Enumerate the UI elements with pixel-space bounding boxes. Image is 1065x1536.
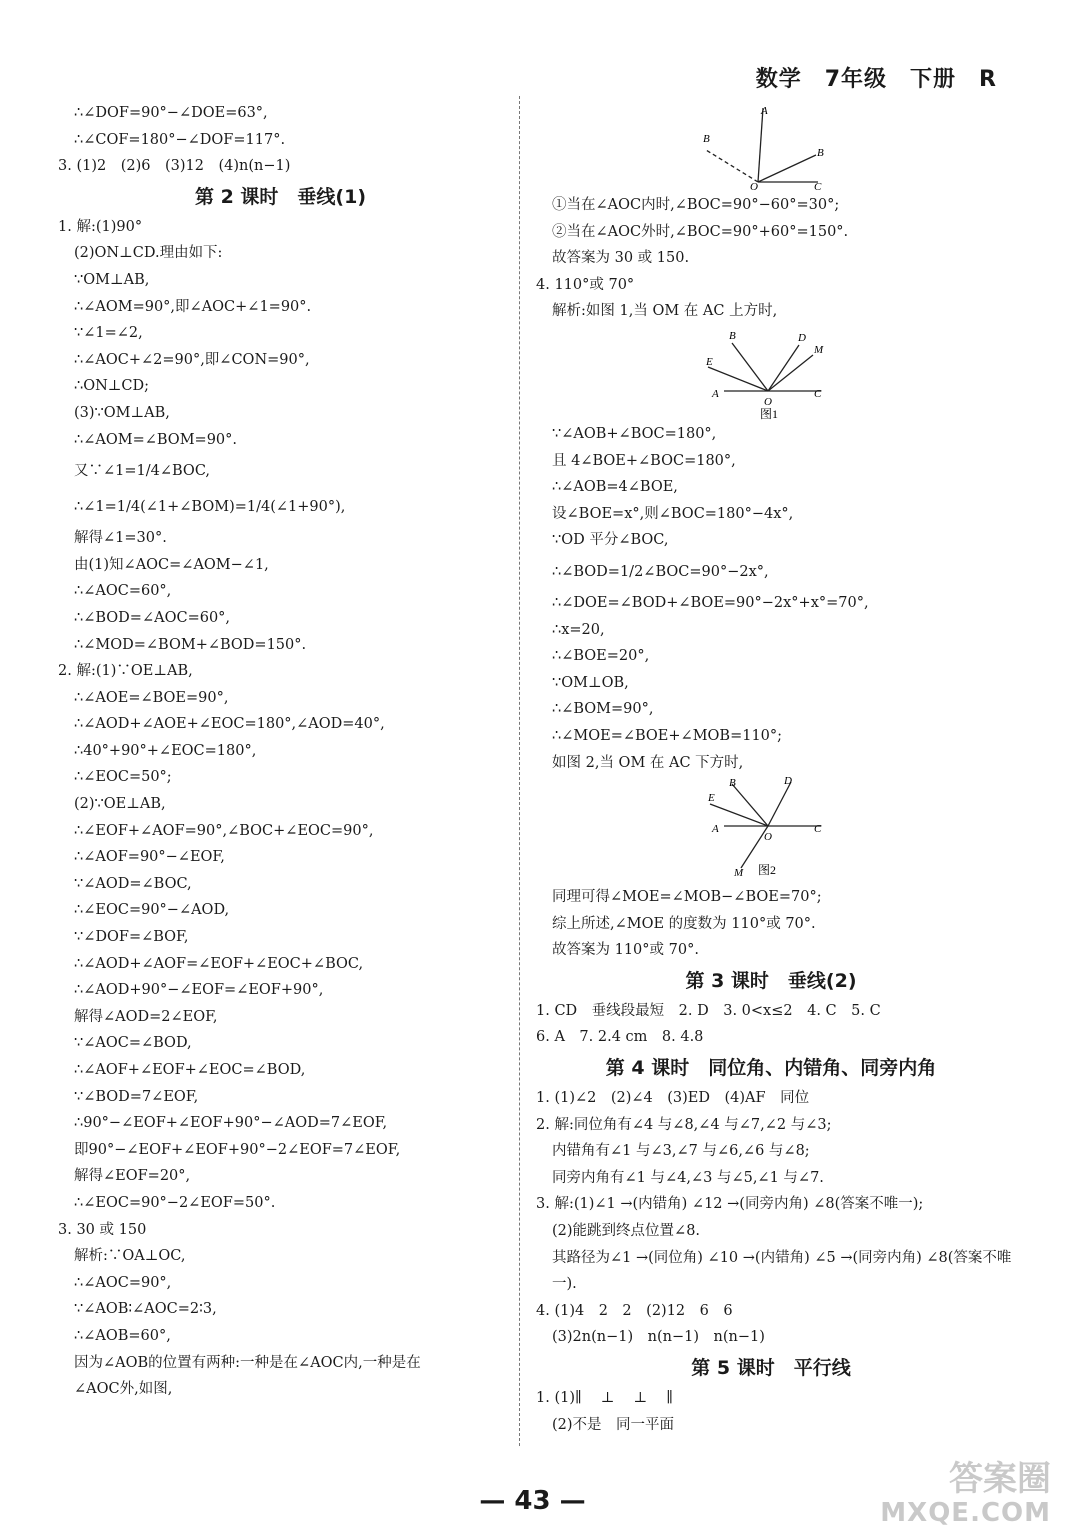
text-line: (3)∵OM⊥AB, (74, 404, 170, 421)
section-title: 第 5 课时 平行线 (691, 1357, 851, 1379)
figure-2 (536, 776, 1006, 884)
text-line: 因为∠AOB的位置有两种:一种是在∠AOC内,一种是在 (74, 1354, 421, 1371)
text-line: ∴∠BOE=20°, (552, 648, 650, 665)
right-block-c (536, 884, 1012, 1438)
page-header: 数学 7年级 下册 R (755, 67, 997, 92)
point-label: A (712, 387, 719, 400)
text-line: 如图 2,当 OM 在 AC 下方时, (552, 754, 744, 771)
text-line: 2. 解:同位角有∠4 与∠8,∠4 与∠7,∠2 与∠3; (536, 1116, 832, 1133)
text-line: 解得∠EOF=20°, (74, 1168, 191, 1185)
text-line: ∠AOC外,如图, (74, 1381, 173, 1398)
text-line: 解得∠AOD=2∠EOF, (74, 1008, 218, 1025)
section-title: 第 3 课时 垂线(2) (685, 969, 857, 992)
text-line: 4. 110°或 70° (536, 276, 635, 293)
figure-caption: 图1 (760, 406, 779, 421)
text-line: ∵∠1=∠2, (74, 325, 143, 342)
point-label: C (814, 387, 822, 400)
watermark-url: MXQE.COM (880, 1498, 1051, 1528)
section-title: 第 4 课时 同位角、内错角、同旁内角 (605, 1057, 937, 1080)
text-line: ∴∠EOC=90°−∠AOD, (74, 902, 230, 919)
text-line: ∴∠AOF=90°−∠EOF, (74, 849, 225, 866)
text-line: ∴∠AOE=∠BOE=90°, (74, 689, 229, 706)
text-line: 1. (1)∥ ⊥ ⊥ ∥ (536, 1390, 673, 1406)
text-line: ∴x=20, (552, 621, 605, 638)
text-line: ∵∠BOD=7∠EOF, (74, 1088, 199, 1105)
text-line: ∵OD 平分∠BOC, (552, 532, 669, 549)
point-label: O (764, 831, 772, 844)
text-line: (2)∵OE⊥AB, (74, 796, 166, 813)
text-line: ∴∠AOC+∠2=90°,即∠CON=90°, (74, 351, 310, 368)
text-line: 一). (552, 1276, 577, 1293)
text-line: 解析:如图 1,当 OM 在 AC 上方时, (552, 303, 778, 320)
text-line: 解析:∵OA⊥OC, (74, 1248, 186, 1265)
text-line: ∴∠DOE=∠BOD+∠BOE=90°−2x°+x°=70°, (552, 594, 869, 611)
text-line: 1. CD 垂线段最短 2. D 3. 0<x≤2 4. C 5. C (536, 1002, 881, 1019)
text-line: 故答案为 30 或 150. (552, 250, 690, 267)
text-line: ∵∠AOB∶∠AOC=2∶3, (74, 1301, 217, 1318)
figure-2-diagram (536, 776, 1006, 884)
text-line: 内错角有∠1 与∠3,∠7 与∠6,∠6 与∠8; (552, 1143, 810, 1160)
text-line: 3. (1)2 (2)6 (3)12 (4)n(n−1) (58, 158, 291, 175)
text-line: 同理可得∠MOE=∠MOB−∠BOE=70°; (552, 889, 822, 906)
text-line: 又∵∠1=1/4∠BOC, (74, 463, 211, 480)
text-line: ∴∠MOD=∠BOM+∠BOD=150°. (74, 636, 307, 653)
watermark (880, 1459, 1051, 1530)
figure-caption: 图2 (758, 863, 777, 878)
point-label: A (761, 105, 768, 117)
text-line: ∴∠AOM=90°,即∠AOC+∠1=90°. (74, 298, 312, 315)
right-block-b (536, 421, 1006, 776)
point-label: M (814, 343, 824, 356)
figure-1 (536, 325, 1006, 421)
point-label: D (798, 331, 806, 344)
text-line: ∴∠COF=180°−∠DOF=117°. (74, 131, 286, 148)
point-label: O (750, 181, 758, 192)
point-label: O (764, 395, 772, 408)
point-label: B (729, 777, 736, 790)
text-line: 1. (1)∠2 (2)∠4 (3)ED (4)AF 同位 (536, 1090, 810, 1107)
text-line: 综上所述,∠MOE 的度数为 110°或 70°. (552, 915, 816, 932)
text-line: 3. 30 或 150 (58, 1221, 147, 1238)
text-line: ②当在∠AOC外时,∠BOC=90°+60°=150°. (552, 223, 849, 240)
text-line: ∴∠MOE=∠BOE+∠MOB=110°; (552, 727, 783, 744)
text-line: ∴∠EOC=50°; (74, 769, 172, 786)
text-line: ∴∠AOD+∠AOF=∠EOF+∠EOC+∠BOC, (74, 955, 364, 972)
text-line: 6. A 7. 2.4 cm 8. 4.8 (536, 1029, 704, 1046)
text-line: ∴90°−∠EOF+∠EOF+90°−∠AOD=7∠EOF, (74, 1115, 388, 1132)
text-line: 解得∠1=30°. (74, 530, 167, 547)
figure-1-diagram (536, 325, 1006, 421)
text-line: ∵∠AOD=∠BOC, (74, 875, 192, 892)
text-line: ∴∠EOC=90°−2∠EOF=50°. (74, 1194, 276, 1211)
text-line: ∴∠AOF+∠EOF+∠EOC=∠BOD, (74, 1062, 306, 1078)
text-line: ∵OM⊥OB, (552, 674, 629, 691)
text-line: ∵∠AOC=∠BOD, (74, 1035, 192, 1052)
text-line: 3. 解:(1)∠1 →(内错角) ∠12 →(同旁内角) ∠8(答案不唯一); (536, 1196, 924, 1213)
text-line: 同旁内角有∠1 与∠4,∠3 与∠5,∠1 与∠7. (552, 1169, 824, 1186)
text-line: (2)ON⊥CD.理由如下: (74, 245, 223, 262)
text-line: 故答案为 110°或 70°. (552, 942, 699, 959)
point-label: B (817, 147, 824, 159)
text-line: 即90°−∠EOF+∠EOF+90°−2∠EOF=7∠EOF, (74, 1141, 401, 1158)
column-divider (519, 96, 520, 1446)
page-number: — 43 — (479, 1486, 586, 1516)
right-column (536, 100, 1012, 1438)
text-line: ∵∠DOF=∠BOF, (74, 929, 189, 946)
text-line: ∴∠BOM=90°, (552, 701, 654, 718)
text-line: ∴∠EOF+∠AOF=90°,∠BOC+∠EOC=90°, (74, 822, 374, 839)
text-line: ∴40°+90°+∠EOC=180°, (74, 742, 257, 759)
text-line: ∴∠AOD+90°−∠EOF=∠EOF+90°, (74, 982, 324, 999)
text-line: ∴∠AOC=90°, (74, 1274, 172, 1291)
text-line: 4. (1)4 2 2 (2)12 6 6 (536, 1302, 733, 1319)
text-line: ∴∠AOC=60°, (74, 583, 172, 600)
text-line: ①当在∠AOC内时,∠BOC=90°−60°=30°; (552, 197, 840, 213)
text-line: 且 4∠BOE+∠BOC=180°, (552, 452, 736, 469)
text-line: 设∠BOE=x°,则∠BOC=180°−4x°, (552, 505, 794, 522)
text-line: ∴∠AOB=4∠BOE, (552, 479, 678, 496)
text-line: ∴∠1=1/4(∠1+∠BOM)=1/4(∠1+90°), (74, 499, 346, 516)
text-line: ∵∠AOB+∠BOC=180°, (552, 425, 717, 442)
point-label: M (734, 867, 744, 880)
text-line: (3)2n(n−1) n(n−1) n(n−1) (552, 1329, 765, 1346)
text-line: 由(1)知∠AOC=∠AOM−∠1, (74, 556, 269, 573)
watermark-logo: 答案圈 (949, 1459, 1051, 1499)
text-line: 1. 解:(1)90° (58, 218, 143, 235)
point-label: E (706, 355, 713, 368)
left-column (58, 100, 503, 1403)
text-line: 2. 解:(1)∵OE⊥AB, (58, 663, 193, 680)
point-label: B (703, 133, 710, 145)
text-line: ∵OM⊥AB, (74, 271, 150, 288)
text-line: ∴ON⊥CD; (74, 378, 150, 395)
section-title: 第 2 课时 垂线(1) (194, 185, 367, 208)
text-line: ∴∠BOD=1/2∠BOC=90°−2x°, (552, 563, 769, 580)
text-line: ∴∠AOB=60°, (74, 1327, 171, 1344)
point-label: A (712, 823, 719, 836)
text-line: ∴∠DOF=90°−∠DOE=63°, (74, 105, 268, 121)
text-line: (2)能跳到终点位置∠8. (552, 1223, 701, 1240)
point-label: D (784, 776, 792, 788)
angle-positions-diagram (536, 100, 1006, 192)
point-label: B (729, 329, 736, 342)
text-line: (2)不是 同一平面 (552, 1416, 675, 1433)
text-line: ∴∠BOD=∠AOC=60°, (74, 609, 231, 626)
text-line: ∴∠AOM=∠BOM=90°. (74, 431, 237, 448)
figure-angle-positions (536, 100, 1006, 192)
text-line: ∴∠AOD+∠AOE+∠EOC=180°,∠AOD=40°, (74, 716, 385, 733)
right-block-a (536, 192, 1006, 325)
point-label: C (814, 823, 822, 836)
text-line: 其路径为∠1 →(同位角) ∠10 →(内错角) ∠5 →(同旁内角) ∠8(答案不唯 (552, 1249, 1012, 1266)
point-label: E (708, 792, 715, 805)
point-label: C (814, 181, 822, 192)
